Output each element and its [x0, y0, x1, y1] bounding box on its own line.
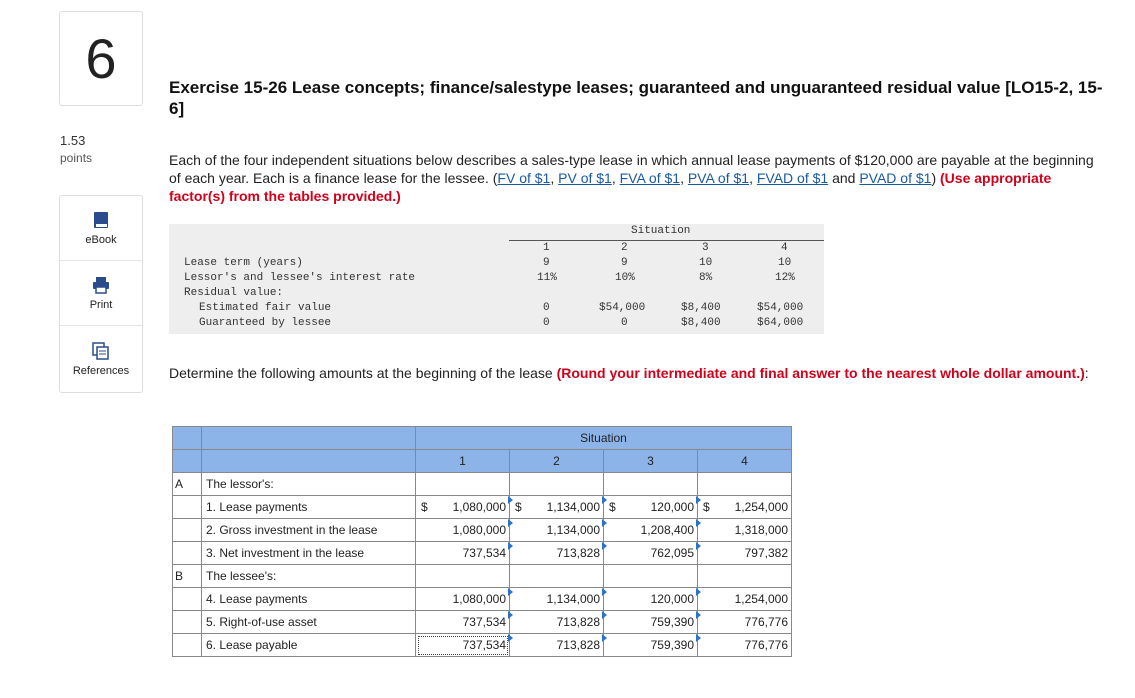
- answer-input[interactable]: $ 1,254,000: [698, 496, 792, 519]
- given-col-1: 1: [543, 242, 550, 254]
- answer-input[interactable]: 759,390: [604, 611, 698, 634]
- tools-panel: [59, 195, 143, 393]
- answer-input[interactable]: 713,828: [510, 542, 604, 565]
- answer-input[interactable]: 1,208,400: [604, 519, 698, 542]
- answer-input[interactable]: 776,776: [698, 611, 792, 634]
- col-header-1: 1: [416, 450, 510, 473]
- fv-link[interactable]: FV of $1: [497, 170, 551, 186]
- intro-instruction: (Use appropriate factor(s) from the tables provided.): [169, 170, 1052, 204]
- print-button[interactable]: [60, 261, 142, 326]
- intro-text: Each of the four independent situations below describes a sales-type lease in which annual lease payments of $120,000 are payable at the beginning of each year. Each is a finance lease for the lessee. (: [169, 152, 1094, 186]
- row-label: 2. Gross investment in the lease: [202, 519, 416, 542]
- answer-input[interactable]: 1,254,000: [698, 588, 792, 611]
- answer-table: [172, 426, 792, 657]
- intro-paragraph: Each of the four independent situations below describes a sales-type lease in which annual lease payments of $120,000 are payable at the beginning of each year. Each is a finance lease for the lessee. (FV of $1, PV of $1, FVA of $1, PVA of $1, FVAD of $1 and PVAD of $1) (Use appropriate factor(s) from the tables provided.): [169, 152, 1094, 204]
- given-data-table: Situation 1 2 3 4 Lease term (years) 9 9 10 10 Lessor's and lessee's interest rate 11% 10% 8% 12% Residual value: Estimated fair value 0 $54,000 $8,400 $54,000 Guaranteed by lessee 0 0 $8,400 $64,000: [169, 224, 824, 334]
- fvad-link[interactable]: FVAD of $1: [756, 170, 829, 186]
- given-col-2: 2: [621, 242, 628, 254]
- col-header-4: 4: [698, 450, 792, 473]
- given-row-label: Estimated fair value: [199, 302, 332, 314]
- col-header-3: 3: [604, 450, 698, 473]
- answer-input[interactable]: 1,134,000: [510, 519, 604, 542]
- rounding-instruction: (Round your intermediate and final answer to the nearest whole dollar amount.): [556, 365, 1085, 381]
- row-label: 3. Net investment in the lease: [202, 542, 416, 565]
- given-col-3: 3: [702, 242, 709, 254]
- answer-input[interactable]: 1,080,000: [416, 519, 510, 542]
- section-key: B: [173, 565, 202, 588]
- section-key: A: [173, 473, 202, 496]
- points-label: points: [60, 151, 93, 165]
- answer-input[interactable]: 1,080,000: [416, 588, 510, 611]
- ebook-button[interactable]: [60, 196, 142, 261]
- situation-header: Situation: [416, 427, 792, 450]
- pva-link[interactable]: PVA of $1: [687, 170, 750, 186]
- answer-input[interactable]: 762,095: [604, 542, 698, 565]
- given-col-4: 4: [781, 242, 788, 254]
- exercise-title: Exercise 15-26 Lease concepts; finance/salestype leases; guaranteed and unguaranteed residual value [LO15-2, 15-6]: [169, 78, 1103, 118]
- determine-paragraph: Determine the following amounts at the beginning of the lease (Round your intermediate and final answer to the nearest whole dollar amount.):: [169, 365, 1089, 381]
- answer-input[interactable]: 1,318,000: [698, 519, 792, 542]
- points-value: 1.53: [60, 133, 86, 148]
- col-header-2: 2: [510, 450, 604, 473]
- section-label: The lessor's:: [202, 473, 416, 496]
- answer-input[interactable]: 737,534: [416, 611, 510, 634]
- answer-input-focused[interactable]: 737,534: [416, 634, 510, 657]
- row-label: 5. Right-of-use asset: [202, 611, 416, 634]
- references-button[interactable]: [60, 326, 142, 392]
- answer-input[interactable]: 737,534: [416, 542, 510, 565]
- answer-input[interactable]: 713,828: [510, 611, 604, 634]
- given-row-label: Residual value:: [184, 287, 284, 299]
- row-label: 1. Lease payments: [202, 496, 416, 519]
- question-number: 6: [59, 11, 143, 106]
- pv-link[interactable]: PV of $1: [558, 170, 612, 186]
- answer-input[interactable]: 1,134,000: [510, 588, 604, 611]
- book-icon: [92, 211, 110, 229]
- references-label: References: [72, 364, 130, 377]
- row-label: 4. Lease payments: [202, 588, 416, 611]
- section-label: The lessee's:: [202, 565, 416, 588]
- print-label: Print: [89, 298, 113, 311]
- given-row-label: Lessor's and lessee's interest rate: [184, 272, 416, 284]
- answer-input[interactable]: $ 1,134,000: [510, 496, 604, 519]
- answer-input[interactable]: 797,382: [698, 542, 792, 565]
- fva-link[interactable]: FVA of $1: [619, 170, 681, 186]
- references-icon: [92, 342, 110, 360]
- given-row-label: Guaranteed by lessee: [199, 317, 332, 329]
- answer-input[interactable]: 776,776: [698, 634, 792, 657]
- answer-input[interactable]: $ 120,000: [604, 496, 698, 519]
- printer-icon: [92, 276, 110, 294]
- answer-input[interactable]: 713,828: [510, 634, 604, 657]
- answer-input[interactable]: $ 1,080,000: [416, 496, 510, 519]
- answer-input[interactable]: 120,000: [604, 588, 698, 611]
- ebook-label: eBook: [85, 233, 117, 246]
- pvad-link[interactable]: PVAD of $1: [859, 170, 932, 186]
- given-situation-header: Situation: [631, 225, 691, 237]
- given-row-label: Lease term (years): [184, 257, 303, 269]
- answer-input[interactable]: 759,390: [604, 634, 698, 657]
- row-label: 6. Lease payable: [202, 634, 416, 657]
